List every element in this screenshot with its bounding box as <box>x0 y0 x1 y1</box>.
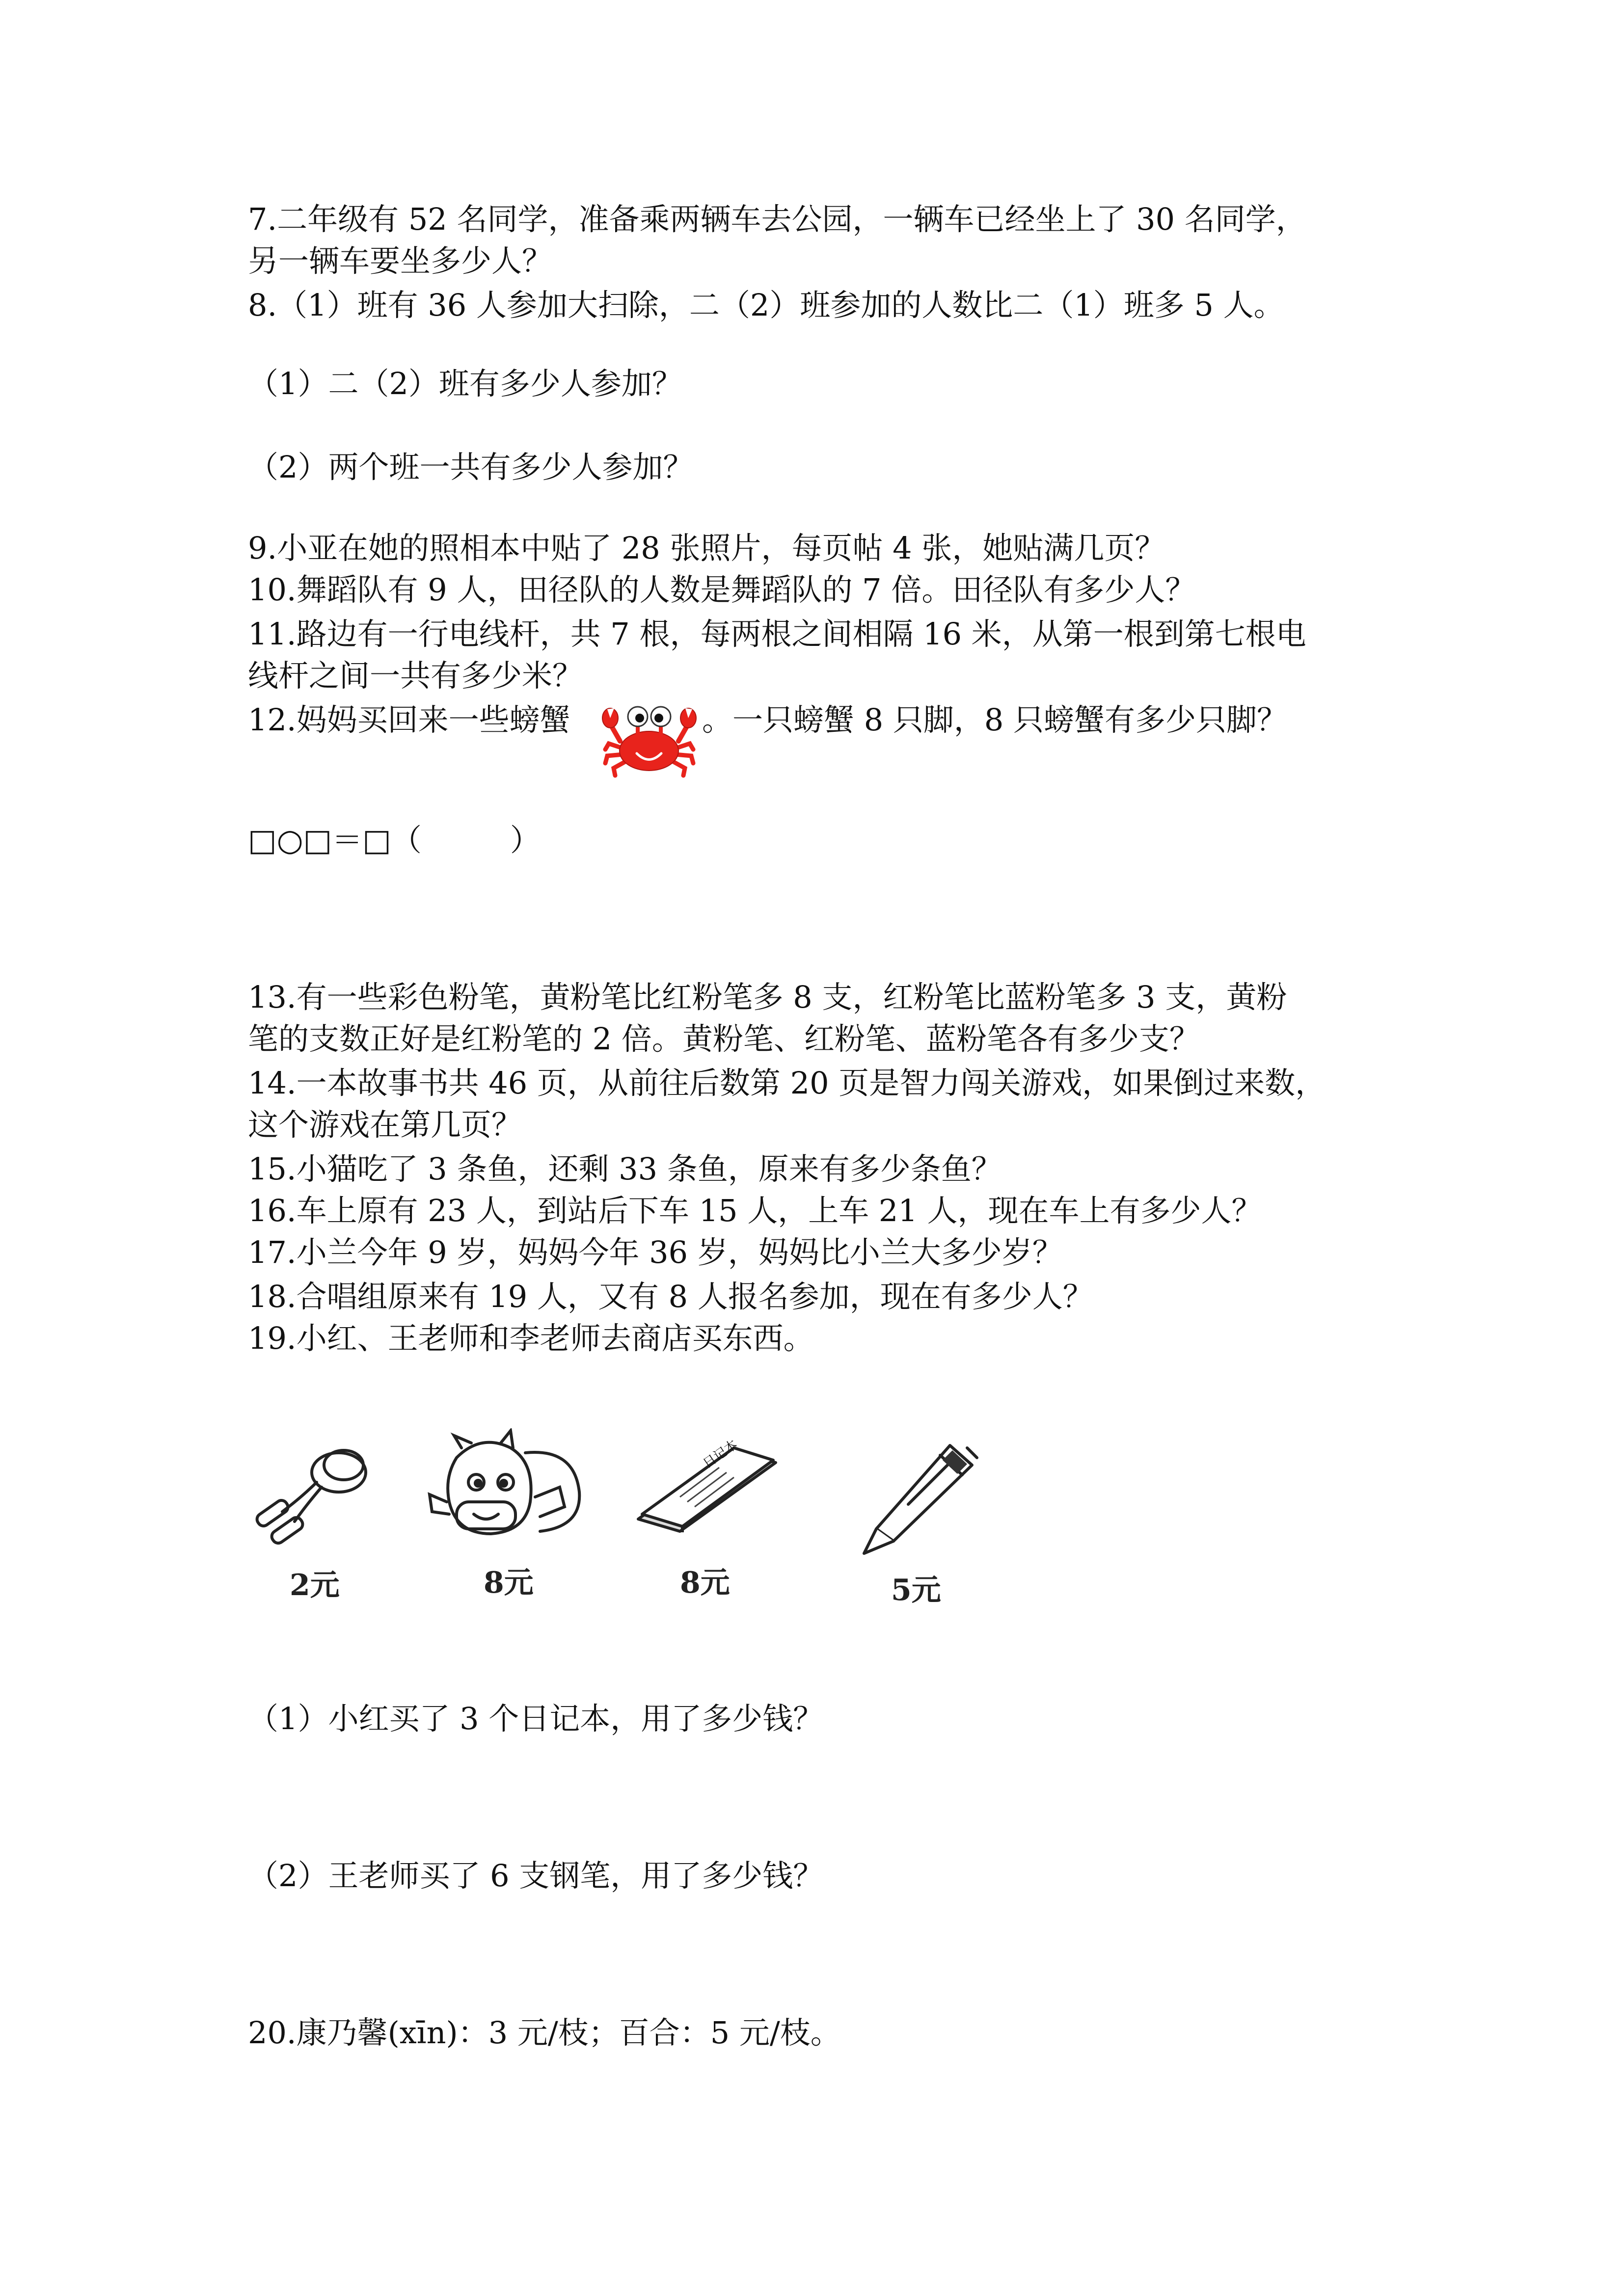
jump-rope-price: 2元 <box>290 1568 340 1602</box>
question-11-line-2: 线杆之间一共有多少米？ <box>248 658 583 694</box>
question-19-sub-1: （1）小红买了 3 个日记本，用了多少钱？ <box>248 1701 824 1736</box>
question-12-part-2: 。一只螃蟹 8 只脚，8 只螃蟹有多少只脚？ <box>702 702 1288 738</box>
question-12-formula <box>248 820 541 861</box>
pen-price: 5元 <box>891 1573 941 1607</box>
question-14-line-2: 这个游戏在第几页？ <box>248 1107 522 1143</box>
backpack-price: 8元 <box>484 1566 534 1600</box>
question-8-sub-1: （1）二（2）班有多少人参加？ <box>248 366 682 401</box>
question-19-sub-2: （2）王老师买了 6 支钢笔，用了多少钱？ <box>248 1858 824 1894</box>
notebook-cover-text: 日记本 <box>700 1437 740 1471</box>
question-15: 15.小猫吃了 3 条鱼，还剩 33 条鱼，原来有多少条鱼？ <box>248 1151 1002 1187</box>
question-13-line-2: 笔的支数正好是红粉笔的 2 倍。黄粉笔、红粉笔、蓝粉笔各有多少支？ <box>248 1021 1200 1057</box>
notebook-icon <box>633 1433 781 1536</box>
question-7-line-1: 7.二年级有 52 名同学，准备乘两辆车去公园，一辆车已经坐上了 30 名同学， <box>248 201 1306 237</box>
jump-rope-icon <box>248 1438 376 1551</box>
notebook-price: 8元 <box>680 1566 730 1600</box>
question-7-line-2: 另一辆车要坐多少人？ <box>248 243 553 279</box>
question-18: 18.合唱组原来有 19 人，又有 8 人报名参加，现在有多少人？ <box>248 1279 1093 1314</box>
backpack-icon <box>427 1428 589 1551</box>
question-9: 9.小亚在她的照相本中贴了 28 张照片，每页帖 4 张，她贴满几页？ <box>248 530 1165 566</box>
question-12-part-1: 12.妈妈买回来一些螃蟹 <box>248 702 570 738</box>
question-13-line-1: 13.有一些彩色粉笔，黄粉笔比红粉笔多 8 支，红粉笔比蓝粉笔多 3 支，黄粉 <box>248 979 1287 1015</box>
question-14-line-1: 14.一本故事书共 46 页，从前往后数第 20 页是智力闯关游戏，如果倒过来数， <box>248 1065 1326 1101</box>
question-20: 20.康乃馨(xīn)：3 元/枝；百合：5 元/枝。 <box>248 2015 841 2051</box>
question-16: 16.车上原有 23 人，到站后下车 15 人，上车 21 人，现在车上有多少人？ <box>248 1193 1262 1228</box>
question-8: 8.（1）班有 36 人参加大扫除，二（2）班参加的人数比二（1）班多 5 人。 <box>248 287 1284 323</box>
crab-icon <box>601 694 697 778</box>
formula-right: ） <box>510 822 541 858</box>
pen-icon <box>854 1436 982 1563</box>
question-8-sub-2: （2）两个班一共有多少人参加？ <box>248 449 694 485</box>
question-17: 17.小兰今年 9 岁，妈妈今年 36 岁，妈妈比小兰大多少岁？ <box>248 1234 1063 1270</box>
question-10: 10.舞蹈队有 9 人，田径队的人数是舞蹈队的 7 倍。田径队有多少人？ <box>248 572 1196 608</box>
question-11-line-1: 11.路边有一行电线杆，共 7 根，每两根之间相隔 16 米，从第一根到第七根电 <box>248 616 1306 652</box>
question-19: 19.小红、王老师和李老师去商店买东西。 <box>248 1320 814 1356</box>
formula-left: □○□＝□（ <box>248 822 422 858</box>
